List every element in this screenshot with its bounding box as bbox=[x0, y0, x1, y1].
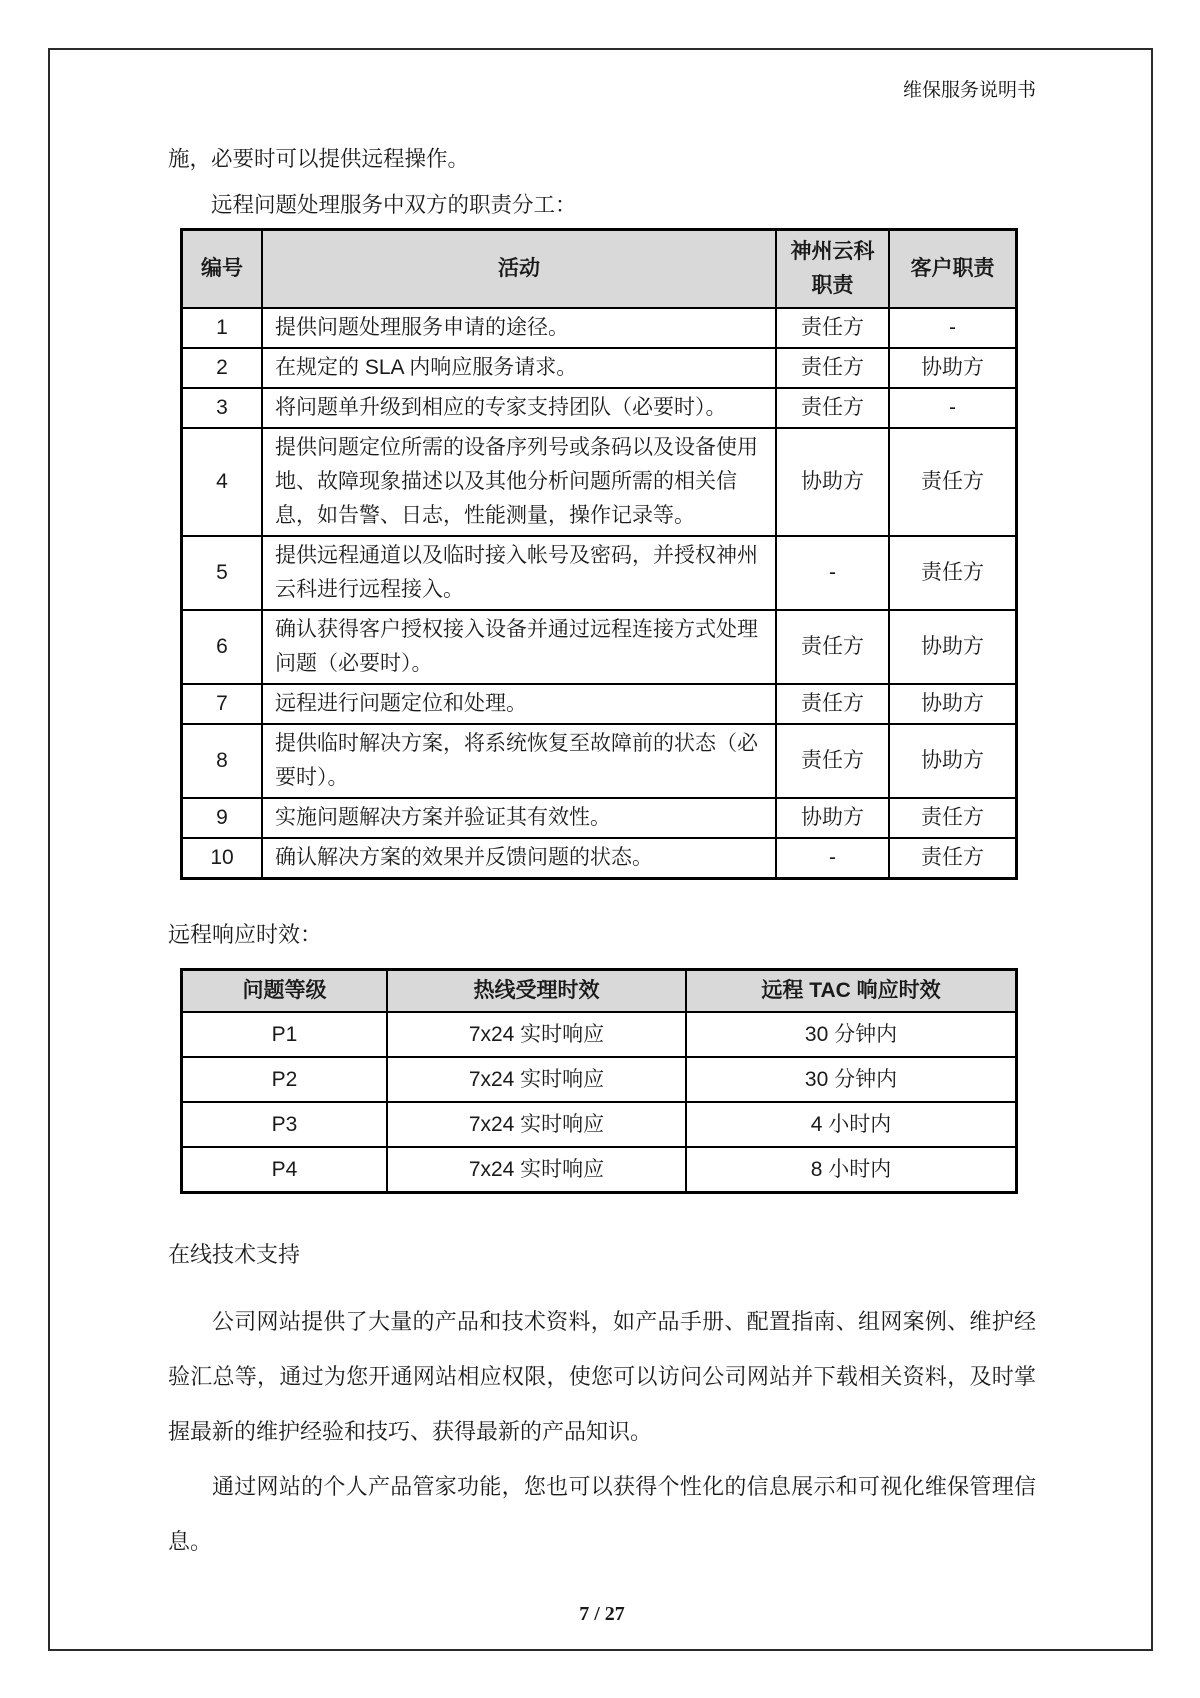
sla-section-heading: 远程响应时效： bbox=[168, 922, 323, 947]
col-header-number: 编号 bbox=[182, 230, 263, 309]
vendor-duty-cell: 责任方 bbox=[776, 610, 889, 684]
table-row bbox=[182, 1102, 1017, 1147]
customer-duty-cell: 责任方 bbox=[889, 798, 1017, 838]
activity-cell: 提供问题处理服务申请的途径。 bbox=[262, 308, 776, 348]
table-row bbox=[182, 838, 1017, 879]
vendor-duty-cell: 责任方 bbox=[776, 684, 889, 724]
col-header-vendor-duty: 神州云科职责 bbox=[776, 230, 889, 309]
activity-cell: 确认解决方案的效果并反馈问题的状态。 bbox=[262, 838, 776, 879]
row-number-cell: 3 bbox=[182, 388, 263, 428]
col-header-customer-duty: 客户职责 bbox=[889, 230, 1017, 309]
table-row bbox=[182, 1057, 1017, 1102]
page-content bbox=[168, 78, 1036, 1626]
tac-time-cell: 30 分钟内 bbox=[686, 1057, 1017, 1102]
customer-duty-cell: 协助方 bbox=[889, 610, 1017, 684]
activity-cell: 确认获得客户授权接入设备并通过远程连接方式处理问题（必要时）。 bbox=[262, 610, 776, 684]
tac-time-cell: 4 小时内 bbox=[686, 1102, 1017, 1147]
table-row bbox=[182, 684, 1017, 724]
tac-time-cell: 30 分钟内 bbox=[686, 1012, 1017, 1057]
page-number: 7 / 27 bbox=[579, 1603, 625, 1625]
activity-cell: 提供临时解决方案，将系统恢复至故障前的状态（必要时）。 bbox=[262, 724, 776, 798]
table-row bbox=[182, 1147, 1017, 1193]
row-number-cell: 8 bbox=[182, 724, 263, 798]
intro-line: 施，必要时可以提供远程操作。 bbox=[168, 147, 470, 171]
activity-cell: 实施问题解决方案并验证其有效性。 bbox=[262, 798, 776, 838]
vendor-duty-cell: 责任方 bbox=[776, 388, 889, 428]
activity-cell: 在规定的 SLA 内响应服务请求。 bbox=[262, 348, 776, 388]
hotline-time-cell: 7x24 实时响应 bbox=[387, 1057, 686, 1102]
customer-duty-cell: 协助方 bbox=[889, 348, 1017, 388]
vendor-duty-cell: - bbox=[776, 536, 889, 610]
row-number-cell: 5 bbox=[182, 536, 263, 610]
table-row bbox=[182, 798, 1017, 838]
document-header-title: 维保服务说明书 bbox=[902, 80, 1036, 101]
col-header-activity: 活动 bbox=[262, 230, 776, 309]
customer-duty-cell: - bbox=[889, 388, 1017, 428]
vendor-duty-cell: 责任方 bbox=[776, 348, 889, 388]
col-header-tac-time: 远程 TAC 响应时效 bbox=[686, 970, 1017, 1013]
responsibility-table-caption: 远程问题处理服务中双方的职责分工： bbox=[211, 193, 577, 217]
tac-time-cell: 8 小时内 bbox=[686, 1147, 1017, 1193]
customer-duty-cell: 协助方 bbox=[889, 724, 1017, 798]
hotline-time-cell: 7x24 实时响应 bbox=[387, 1147, 686, 1193]
vendor-duty-cell: 协助方 bbox=[776, 428, 889, 536]
online-support-paragraph-2: 通过网站的个人产品管家功能，您也可以获得个性化的信息展示和可视化维保管理信息。 bbox=[168, 1474, 1036, 1554]
online-support-paragraph-1: 公司网站提供了大量的产品和技术资料，如产品手册、配置指南、组网案例、维护经验汇总等，通过为您开通网站相应权限，使您可以访问公司网站并下载相关资料，及时掌握最新的维护经验和技巧、获得最新的产品知识。 bbox=[168, 1309, 1036, 1444]
vendor-duty-cell: - bbox=[776, 838, 889, 879]
problem-level-cell: P2 bbox=[182, 1057, 388, 1102]
row-number-cell: 10 bbox=[182, 838, 263, 879]
table-row bbox=[182, 536, 1017, 610]
sla-response-table bbox=[180, 968, 1018, 1194]
table-row bbox=[182, 1012, 1017, 1057]
activity-cell: 提供问题定位所需的设备序列号或条码以及设备使用地、故障现象描述以及其他分析问题所需的相关信息，如告警、日志，性能测量，操作记录等。 bbox=[262, 428, 776, 536]
customer-duty-cell: 协助方 bbox=[889, 684, 1017, 724]
row-number-cell: 6 bbox=[182, 610, 263, 684]
row-number-cell: 7 bbox=[182, 684, 263, 724]
table-row bbox=[182, 308, 1017, 348]
table-row bbox=[182, 348, 1017, 388]
customer-duty-cell: 责任方 bbox=[889, 838, 1017, 879]
problem-level-cell: P1 bbox=[182, 1012, 388, 1057]
table-row bbox=[182, 388, 1017, 428]
table-row bbox=[182, 610, 1017, 684]
problem-level-cell: P4 bbox=[182, 1147, 388, 1193]
vendor-duty-cell: 责任方 bbox=[776, 724, 889, 798]
customer-duty-cell: - bbox=[889, 308, 1017, 348]
sla-table-header-row bbox=[182, 970, 1017, 1013]
row-number-cell: 2 bbox=[182, 348, 263, 388]
online-support-heading: 在线技术支持 bbox=[168, 1242, 301, 1267]
customer-duty-cell: 责任方 bbox=[889, 536, 1017, 610]
row-number-cell: 1 bbox=[182, 308, 263, 348]
row-number-cell: 9 bbox=[182, 798, 263, 838]
activity-cell: 提供远程通道以及临时接入帐号及密码，并授权神州云科进行远程接入。 bbox=[262, 536, 776, 610]
vendor-duty-cell: 责任方 bbox=[776, 308, 889, 348]
activity-cell: 远程进行问题定位和处理。 bbox=[262, 684, 776, 724]
responsibility-table bbox=[180, 228, 1018, 880]
responsibility-table-header-row bbox=[182, 230, 1017, 309]
hotline-time-cell: 7x24 实时响应 bbox=[387, 1102, 686, 1147]
vendor-duty-cell: 协助方 bbox=[776, 798, 889, 838]
activity-cell: 将问题单升级到相应的专家支持团队（必要时）。 bbox=[262, 388, 776, 428]
customer-duty-cell: 责任方 bbox=[889, 428, 1017, 536]
row-number-cell: 4 bbox=[182, 428, 263, 536]
table-row bbox=[182, 724, 1017, 798]
col-header-hotline-time: 热线受理时效 bbox=[387, 970, 686, 1013]
hotline-time-cell: 7x24 实时响应 bbox=[387, 1012, 686, 1057]
col-header-problem-level: 问题等级 bbox=[182, 970, 388, 1013]
table-row bbox=[182, 428, 1017, 536]
problem-level-cell: P3 bbox=[182, 1102, 388, 1147]
